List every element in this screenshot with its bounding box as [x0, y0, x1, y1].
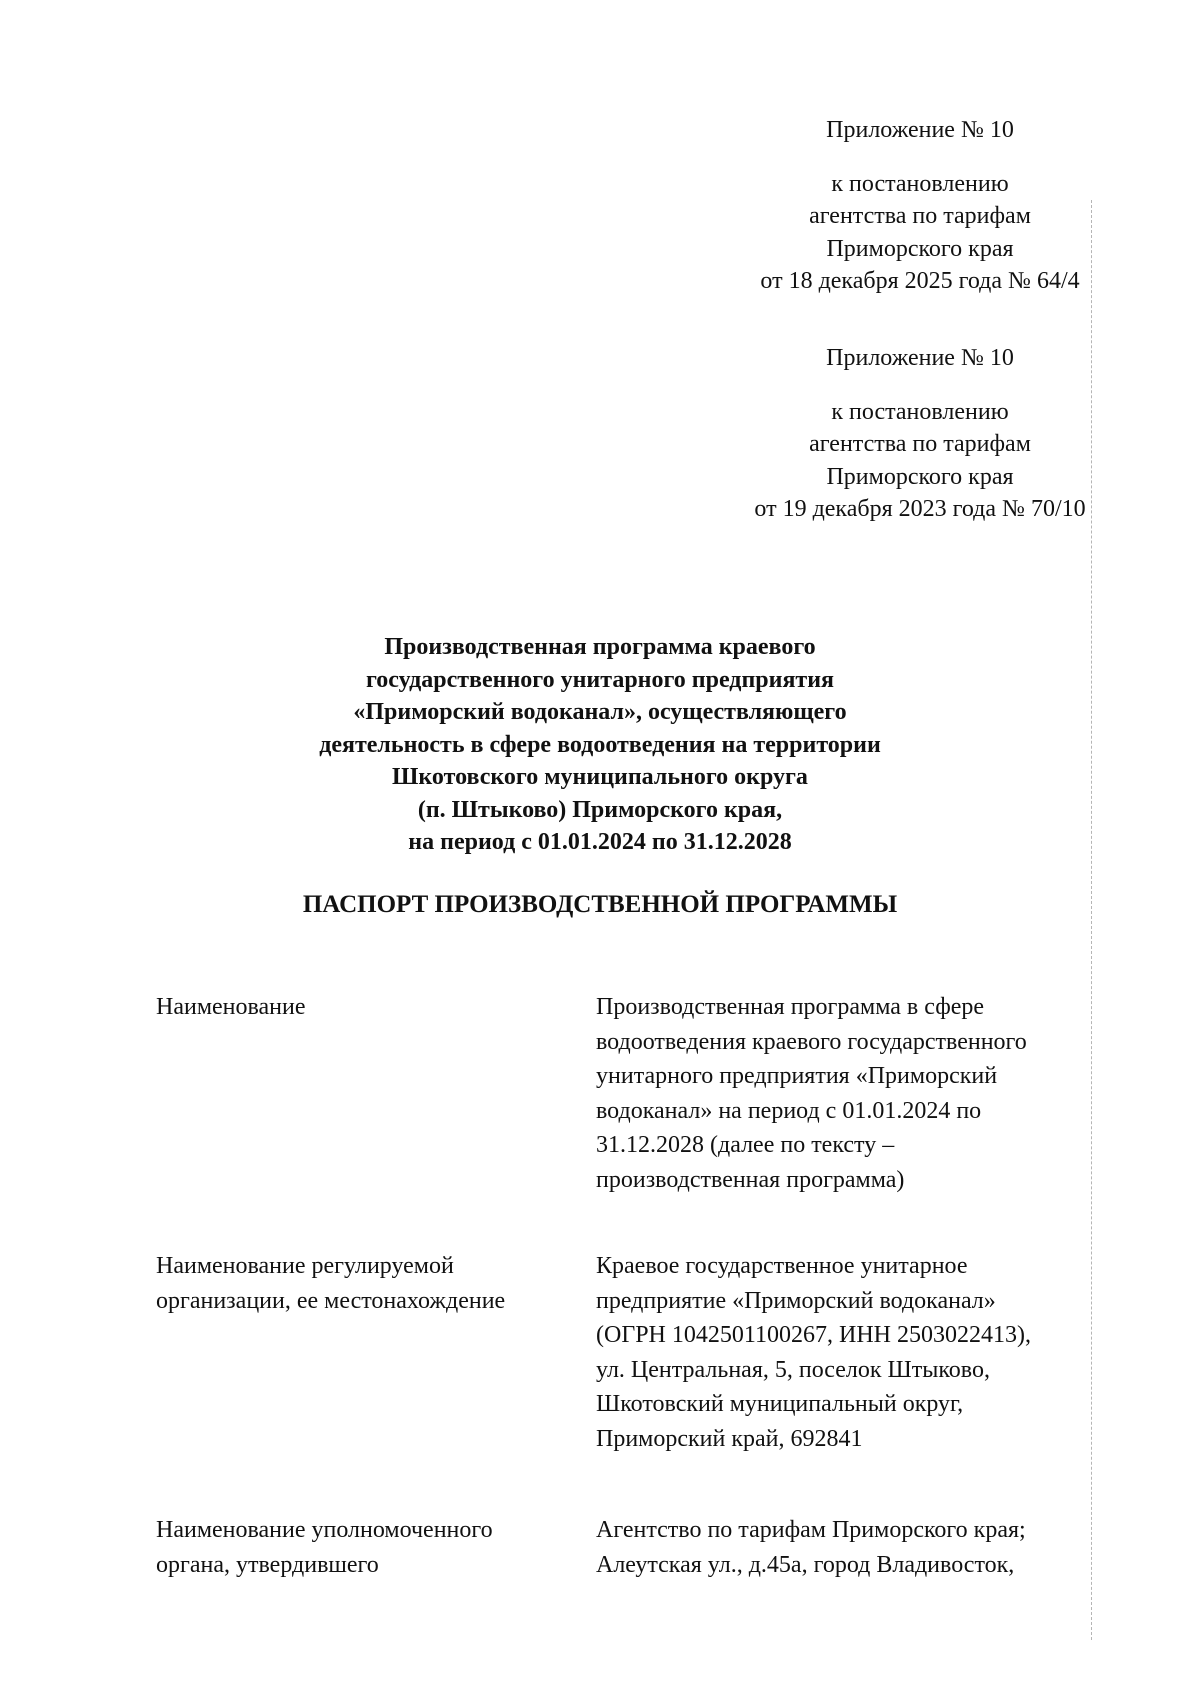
title-line: (п. Штыково) Приморского края,: [417, 796, 783, 823]
passport-row-label: [156, 1513, 576, 1582]
document-title: [240, 631, 960, 859]
appendix-date-line: от 19 декабря 2023 года № 70/10: [754, 496, 1086, 522]
value-line: Приморский край, 692841: [596, 1425, 863, 1452]
value-line: Агентство по тарифам Приморского края;: [596, 1517, 1026, 1543]
passport-row-label: [156, 990, 576, 1025]
title-line: деятельность в сфере водоотведения на территории: [319, 731, 881, 758]
value-line: Алеутская ул., д.45а, город Владивосток,: [596, 1551, 1015, 1578]
appendix-line: агентства по тарифам: [809, 431, 1031, 457]
value-line: ул. Центральная, 5, поселок Штыково,: [596, 1356, 990, 1383]
value-line: Краевое государственное унитарное: [596, 1253, 968, 1279]
label-line: органа, утвердившего: [156, 1551, 379, 1578]
label-line: Наименование регулируемой: [156, 1253, 454, 1279]
title-line: «Приморский водоканал», осуществляющего: [353, 699, 847, 725]
appendix-block-current: [700, 114, 1140, 298]
label-line: Наименование уполномоченного: [156, 1517, 493, 1543]
value-line: предприятие «Приморский водоканал»: [596, 1287, 996, 1314]
appendix-line: к постановлению: [831, 170, 1009, 197]
value-line: Производственная программа в сфере: [596, 994, 985, 1020]
value-line: унитарного предприятия «Приморский: [596, 1063, 998, 1089]
passport-row-value: [596, 1249, 1116, 1456]
title-line: на период с 01.01.2024 по 31.12.2028: [408, 829, 792, 855]
value-line: 31.12.2028 (далее по тексту –: [596, 1132, 895, 1158]
passport-row-label: [156, 1249, 576, 1318]
appendix-block-original: [700, 342, 1140, 526]
label-line: организации, ее местонахождение: [156, 1287, 506, 1314]
passport-row-value: [596, 1513, 1116, 1582]
passport-heading: ПАСПОРТ ПРОИЗВОДСТВЕННОЙ ПРОГРАММЫ: [302, 891, 898, 918]
label-line: Наименование: [156, 994, 306, 1020]
value-line: водоканал» на период с 01.01.2024 по: [596, 1097, 982, 1124]
appendix-number: Приложение № 10: [826, 117, 1014, 143]
appendix-line: к постановлению: [831, 398, 1009, 425]
appendix-line: агентства по тарифам: [809, 203, 1031, 229]
appendix-line: Приморского края: [826, 463, 1014, 490]
appendix-date-line: от 18 декабря 2025 года № 64/4: [760, 268, 1080, 294]
appendix-line: Приморского края: [826, 235, 1014, 262]
value-line: (ОГРН 1042501100267, ИНН 2503022413),: [596, 1322, 1031, 1348]
title-line: Шкотовского муниципального округа: [392, 764, 808, 790]
value-line: водоотведения краевого государственного: [596, 1028, 1027, 1055]
title-line: Производственная программа краевого: [384, 634, 816, 660]
value-line: Шкотовский муниципальный округ,: [596, 1391, 964, 1417]
passport-row-value: [596, 990, 1116, 1197]
value-line: производственная программа): [596, 1166, 905, 1193]
title-line: государственного унитарного предприятия: [365, 666, 835, 693]
appendix-number: Приложение № 10: [826, 345, 1014, 371]
